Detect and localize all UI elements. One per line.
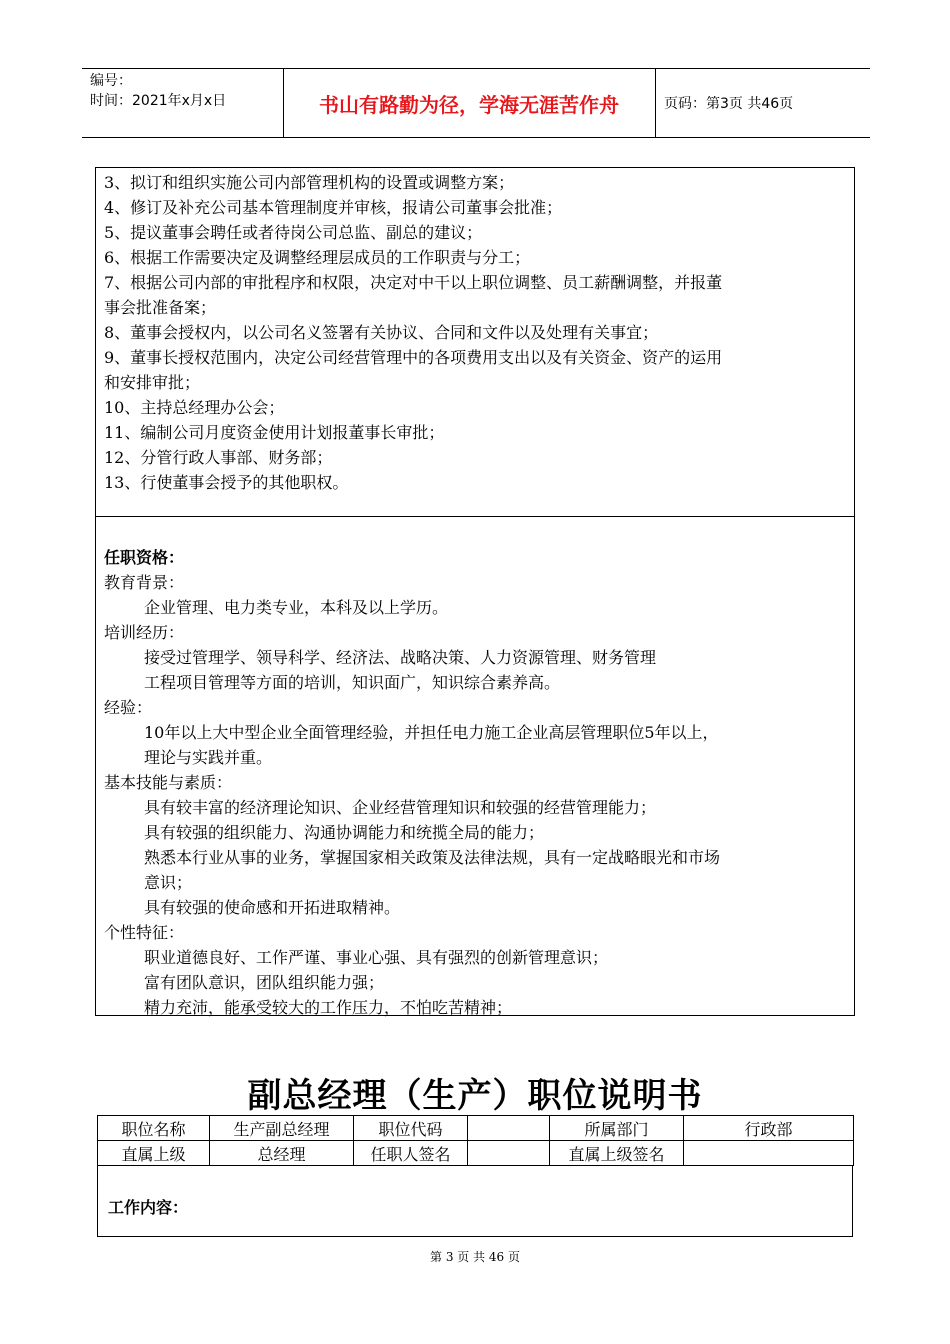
table-row [98, 1116, 854, 1141]
duty-line: 10、主持总经理办公会； [104, 398, 285, 417]
experience-text: 10年以上大中型企业全面管理经验，并担任电力施工企业高层管理职位5年以上， [144, 723, 719, 742]
header-slogan: 书山有路勤为径，学海无涯苦作舟 [319, 92, 619, 117]
duty-line: 6、根据工作需要决定及调整经理层成员的工作职责与分工； [104, 248, 531, 267]
personality-label: 个性特征： [104, 923, 185, 942]
table-cell [468, 1116, 550, 1141]
duty-line: 事会批准备案； [104, 298, 217, 317]
position-info-table [97, 1115, 854, 1166]
table-cell: 总经理 [210, 1141, 354, 1166]
section-title: 副总经理（生产）职位说明书 [247, 1076, 703, 1116]
skills-text: 意识； [144, 873, 193, 892]
work-content-label: 工作内容： [108, 1198, 189, 1217]
table-cell [684, 1141, 854, 1166]
duty-line: 和安排审批； [104, 373, 201, 392]
skills-text: 具有较强的使命感和开拓进取精神。 [144, 898, 401, 917]
table-cell: 生产副总经理 [210, 1116, 354, 1141]
header-meta [90, 71, 226, 111]
duty-line: 8、董事会授权内，以公司名义签署有关协议、合同和文件以及处理有关事宜； [104, 323, 659, 342]
qualifications-box [95, 516, 855, 1016]
table-cell: 职位代码 [354, 1116, 468, 1141]
table-cell [468, 1141, 550, 1166]
duty-line: 13、行使董事会授予的其他职权。 [104, 473, 349, 492]
duty-line: 9、董事长授权范围内，决定公司经营管理中的各项费用支出以及有关资金、资产的运用 [104, 348, 723, 367]
duty-line: 11、编制公司月度资金使用计划报董事长审批； [104, 423, 445, 442]
table-cell: 直属上级 [98, 1141, 210, 1166]
personality-text: 职业道德良好、工作严谨、事业心强、具有强烈的创新管理意识； [144, 948, 609, 967]
header-page-label: 页码：第3页 共46页 [664, 96, 794, 112]
table-cell: 职位名称 [98, 1116, 210, 1141]
skills-text: 熟悉本行业从事的业务，掌握国家相关政策及法律法规，具有一定战略眼光和市场 [144, 848, 721, 867]
table-cell: 所属部门 [550, 1116, 684, 1141]
qualifications-title: 任职资格： [104, 548, 185, 567]
personality-text: 富有团队意识，团队组织能力强； [144, 973, 385, 992]
number-label: 编号： [90, 73, 132, 89]
page-header [82, 68, 870, 138]
training-text: 接受过管理学、领导科学、经济法、战略决策、人力资源管理、财务管理 [144, 648, 657, 667]
duty-line: 3、拟订和组织实施公司内部管理机构的设置或调整方案； [104, 173, 515, 192]
duty-line: 12、分管行政人事部、财务部； [104, 448, 333, 467]
personality-text: 精力充沛，能承受较大的工作压力，不怕吃苦精神； [144, 998, 513, 1017]
duties-box [95, 167, 855, 517]
experience-label: 经验： [104, 698, 153, 717]
duty-line: 4、修订及补充公司基本管理制度并审核，报请公司董事会批准； [104, 198, 563, 217]
table-cell: 任职人签名 [354, 1141, 468, 1166]
page-footer: 第 3 页 共 46 页 [430, 1250, 520, 1264]
skills-label: 基本技能与素质： [104, 773, 233, 792]
experience-text: 理论与实践并重。 [144, 748, 273, 767]
duty-line: 7、根据公司内部的审批程序和权限，决定对中干以上职位调整、员工薪酬调整，并报董 [104, 273, 723, 292]
table-cell: 直属上级签名 [550, 1141, 684, 1166]
skills-text: 具有较强的组织能力、沟通协调能力和统揽全局的能力； [144, 823, 545, 842]
table-row [98, 1141, 854, 1166]
skills-text: 具有较丰富的经济理论知识、企业经营管理知识和较强的经营管理能力； [144, 798, 657, 817]
education-text: 企业管理、电力类专业，本科及以上学历。 [144, 598, 449, 617]
training-text: 工程项目管理等方面的培训，知识面广，知识综合素养高。 [144, 673, 561, 692]
education-label: 教育背景： [104, 573, 185, 592]
duty-line: 5、提议董事会聘任或者待岗公司总监、副总的建议； [104, 223, 483, 242]
table-cell: 行政部 [684, 1116, 854, 1141]
training-label: 培训经历： [104, 623, 185, 642]
work-content-box [97, 1165, 853, 1237]
header-divider [655, 69, 656, 137]
time-label: 时间：2021年x月x日 [90, 93, 227, 109]
